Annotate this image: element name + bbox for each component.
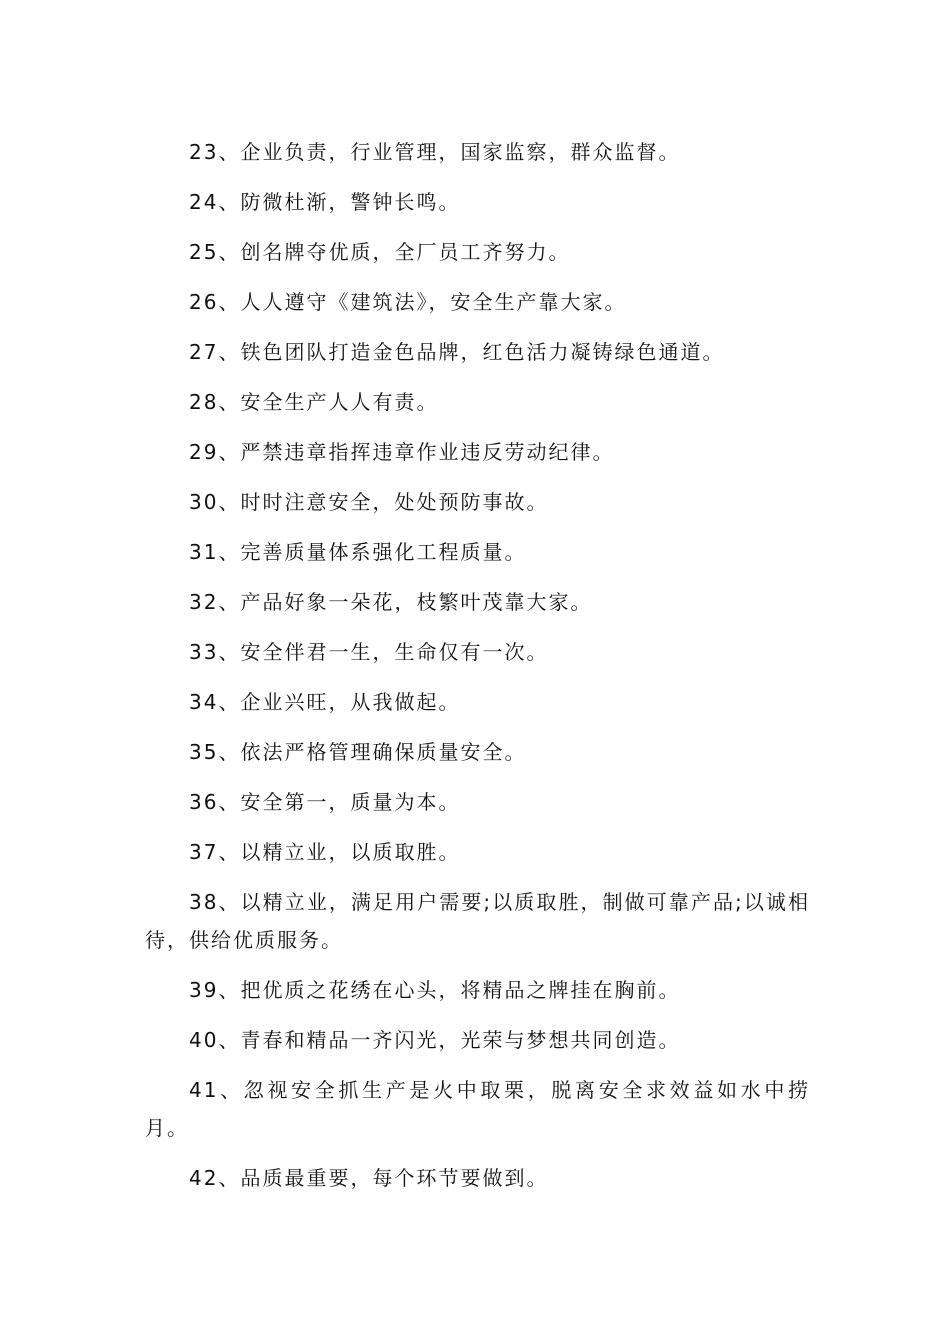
- list-item: 27、铁色团队打造金色品牌，红色活力凝铸绿色通道。: [189, 340, 725, 364]
- list-item: 34、企业兴旺，从我做起。: [189, 690, 461, 714]
- list-item: 23、企业负责，行业管理，国家监察，群众监督。: [189, 140, 681, 164]
- list-item: 36、安全第一，质量为本。: [189, 790, 461, 814]
- slogan-list: [145, 133, 810, 1209]
- list-item: 28、安全生产人人有责。: [189, 390, 439, 414]
- list-item: 38、以精立业，满足用户需要;以质取胜，制做可靠产品;以诚相待，供给优质服务。: [145, 890, 810, 952]
- list-item: 25、创名牌夺优质，全厂员工齐努力。: [189, 240, 571, 264]
- list-item: 26、人人遵守《建筑法》，安全生产靠大家。: [189, 290, 627, 314]
- list-item: 41、忽视安全抓生产是火中取栗，脱离安全求效益如水中捞月。: [145, 1078, 810, 1140]
- list-item: 40、青春和精品一齐闪光，光荣与梦想共同创造。: [189, 1028, 681, 1052]
- list-item: 37、以精立业，以质取胜。: [189, 840, 461, 864]
- list-item: 32、产品好象一朵花，枝繁叶茂靠大家。: [189, 590, 593, 614]
- list-item: 33、安全伴君一生，生命仅有一次。: [189, 640, 549, 664]
- list-item: 35、依法严格管理确保质量安全。: [189, 740, 527, 764]
- list-item: 30、时时注意安全，处处预防事故。: [189, 490, 549, 514]
- list-item: 31、完善质量体系强化工程质量。: [189, 540, 527, 564]
- list-item: 24、防微杜渐，警钟长鸣。: [189, 190, 461, 214]
- list-item: 39、把优质之花绣在心头，将精品之牌挂在胸前。: [189, 978, 681, 1002]
- list-item: 42、品质最重要，每个环节要做到。: [189, 1166, 549, 1190]
- list-item: 29、严禁违章指挥违章作业违反劳动纪律。: [189, 440, 615, 464]
